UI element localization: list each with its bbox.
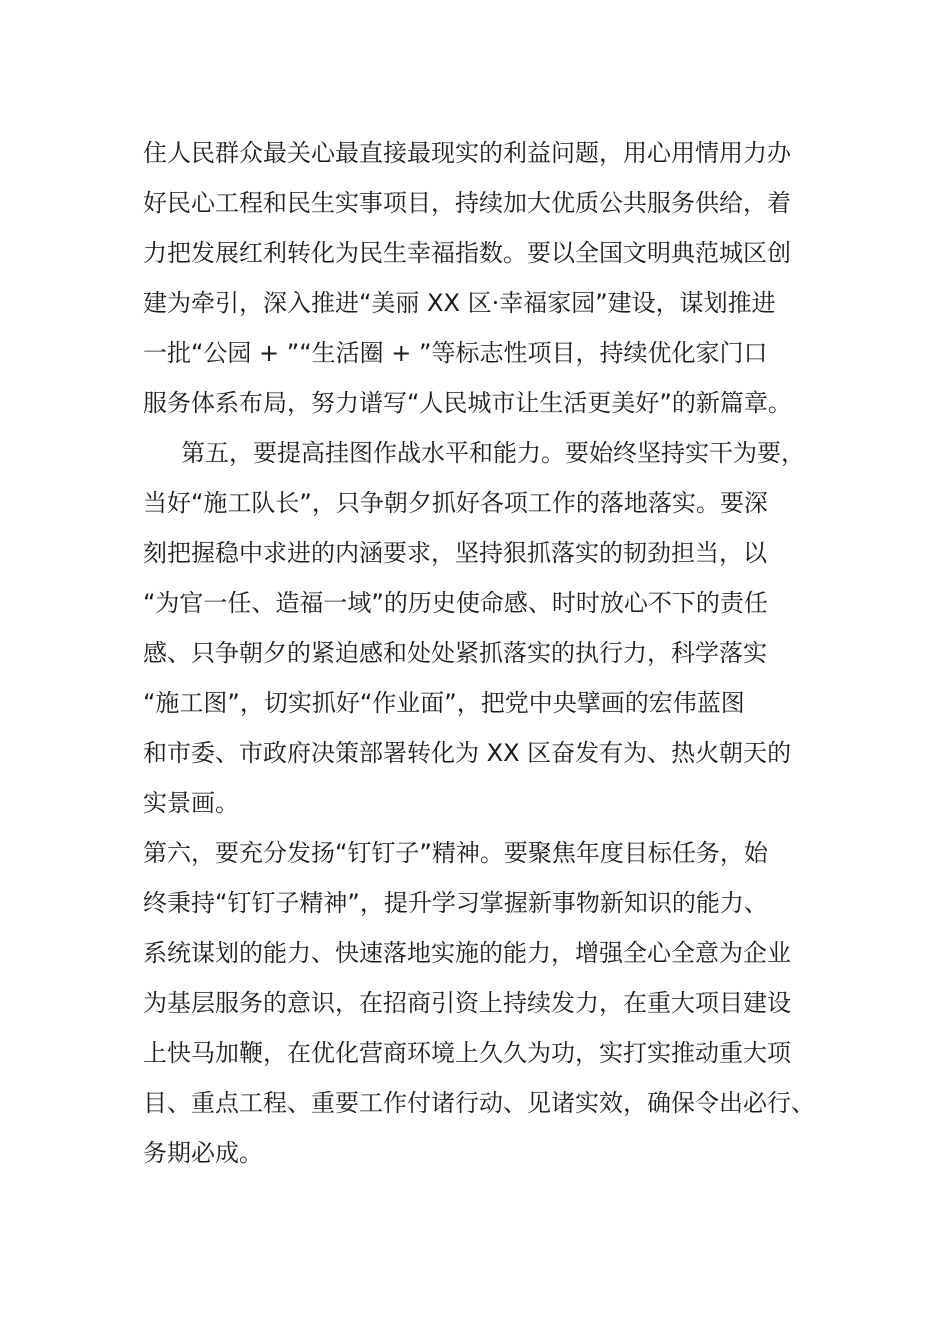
text-line: 感、只争朝夕的紧迫感和处处紧抓落实的执行力，科学落实: [143, 639, 767, 667]
text-line: 目、重点工程、重要工作付诸行动、见诸实效，确保令出必行、: [143, 1089, 815, 1117]
document-body: [143, 128, 843, 1178]
paragraph-livelihood: [143, 128, 843, 428]
text-line: 力把发展红利转化为民生幸福指数。要以全国文明典范城区创: [143, 239, 791, 267]
text-line: 第五，要提高挂图作战水平和能力。要始终坚持实干为要，: [181, 439, 805, 467]
text-line: “施工图”，切实抓好“作业面”，把党中央擘画的宏伟蓝图: [143, 689, 745, 717]
text-line: 系统谋划的能力、快速落地实施的能力，增强全心全意为企业: [143, 939, 791, 967]
text-line: 一批“公园 + ”“生活圈 + ”等标志性项目，持续优化家门口: [143, 339, 768, 367]
text-line: 刻把握稳中求进的内涵要求，坚持狠抓落实的韧劲担当，以: [143, 539, 767, 567]
text-line: 第六，要充分发扬“钉钉子”精神。要聚焦年度目标任务，始: [143, 839, 768, 867]
text-line: 好民心工程和民生实事项目，持续加大优质公共服务供给，着: [143, 189, 791, 217]
text-line: 实景画。: [143, 789, 239, 817]
text-line: 务期必成。: [143, 1139, 263, 1167]
text-line: 终秉持“钉钉子精神”，提升学习掌握新事物新知识的能力、: [143, 889, 768, 917]
paragraph-fifth-point: [143, 428, 843, 828]
text-line: 和市委、市政府决策部署转化为 XX 区奋发有为、热火朝天的: [143, 739, 792, 767]
text-line: 为基层服务的意识，在招商引资上持续发力，在重大项目建设: [143, 989, 791, 1017]
text-line: 建为牵引，深入推进“美丽 XX 区·幸福家园”建设，谋划推进: [143, 289, 776, 317]
text-line: 住人民群众最关心最直接最现实的利益问题，用心用情用力办: [143, 139, 791, 167]
text-line: 上快马加鞭，在优化营商环境上久久为功，实打实推动重大项: [143, 1039, 791, 1067]
paragraph-sixth-point: [143, 828, 843, 1178]
text-line: “为官一任、造福一域”的历史使命感、时时放心不下的责任: [143, 589, 768, 617]
text-line: 当好“施工队长”，只争朝夕抓好各项工作的落地落实。要深: [143, 489, 768, 517]
text-line: 服务体系布局，努力谱写“人民城市让生活更美好”的新篇章。: [143, 389, 792, 417]
